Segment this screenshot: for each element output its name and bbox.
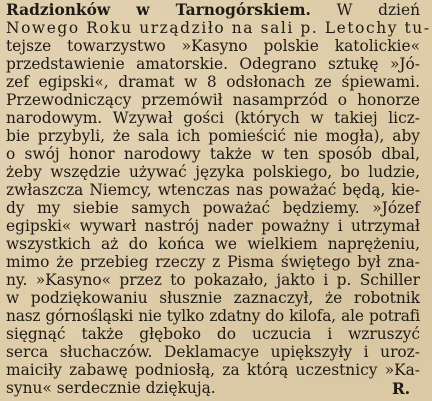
article-text-line: W dzień xyxy=(336,1,420,19)
article-text-line: maiciły zabawę podniosłą, za którą uczestnicy »Ka- xyxy=(6,361,420,379)
article-text-line: zwłaszcza Niemcy, wtenczas nas poważać będą, kie- xyxy=(6,181,420,199)
article-text-line: sięgnąć także głęboko do uczucia i wzruszyć xyxy=(6,325,420,343)
article-text-line: żeby wszędzie używać języka polskiego, bo ludzie, xyxy=(6,163,420,181)
article-text-line: dy my siebie samych poważać będziemy. »Józef xyxy=(6,199,420,217)
article-text-line: zef egipski«, dramat w 8 odsłonach ze śpiewami. xyxy=(6,73,420,91)
article-text-line: mimo że przebieg rzeczy z Pisma świętego był zna- xyxy=(6,253,420,271)
article-text-line: serca słuchaczów. Deklamacye upiększyły i uroz- xyxy=(6,343,420,361)
article-first-line xyxy=(6,1,420,19)
article-text-line: bie przybyli, że sala ich pomieścić nie mogła), aby xyxy=(6,127,420,145)
article-text-line: wszystkich aż do końca we wielkiem naprężeniu, xyxy=(6,235,420,253)
article-text-line: egipski« wywarł nastrój nader poważny i utrzymał xyxy=(6,217,420,235)
article-text-line: narodowym. Wzywał gości (których w takiej licz- xyxy=(6,109,420,127)
article-signature: R. xyxy=(392,380,411,398)
article-text-line: przedstawienie amatorskie. Odegrano sztukę »Jó- xyxy=(6,55,420,73)
article-text-line: o swój honor narodowy także w ten sposób dbal, xyxy=(6,145,420,163)
article-text-line: ny. »Kasyno« przez to pokazało, jakto i p. Schiller xyxy=(6,271,420,289)
article-text-line: Nowego Roku urządziło na sali p. Letochy tu- xyxy=(6,19,431,37)
article-text-line: tejsze towarzystwo »Kasyno polskie katolickie« xyxy=(6,37,420,55)
article-text-line: nasz górnośląski nie tylko zdatny do kilofa, ale potrafi xyxy=(6,307,420,325)
article-text-line: w podziękowaniu słusznie zaznaczył, że robotnik xyxy=(6,289,420,307)
article-text-line: synu« serdecznie dziękują. xyxy=(6,379,216,397)
article-text-line: Przewodniczący przemówił nasamprzód o honorze xyxy=(6,91,420,109)
article-heading: Radzionków w Tarnogórskiem. xyxy=(6,1,311,19)
